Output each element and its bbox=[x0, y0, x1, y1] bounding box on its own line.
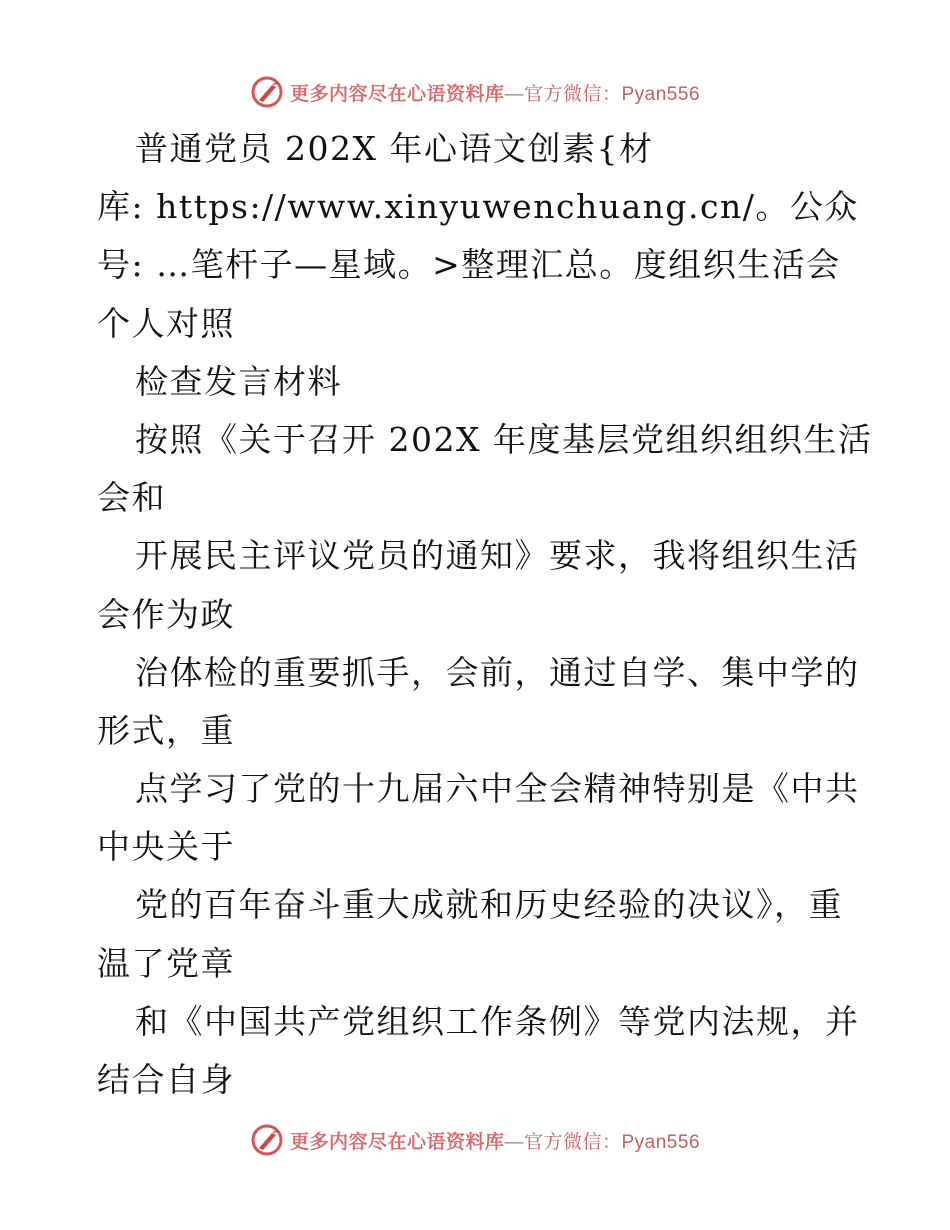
text-line: 号: …笔杆子—星域。>整理汇总。度组织生活会 bbox=[97, 245, 841, 285]
text-line: 点学习了党的十九届六中全会精神特别是《中共 bbox=[135, 769, 860, 809]
quill-logo-icon bbox=[250, 75, 284, 109]
text-line: 和《中国共产党组织工作条例》等党内法规，并 bbox=[135, 1001, 860, 1041]
text-line: 普通党员 202X 年心语文创素{材 bbox=[135, 129, 654, 168]
text-line: 开展民主评议党员的通知》要求，我将组织生活 bbox=[135, 536, 860, 576]
text-line: 结合自身 bbox=[97, 1060, 235, 1099]
text-line: 检查发言材料 bbox=[135, 361, 342, 401]
banner-dash: — bbox=[504, 83, 524, 105]
text-line: 中央关于 bbox=[97, 827, 235, 867]
footer-banner bbox=[0, 1120, 950, 1160]
banner-wechat-id: Pyan556 bbox=[621, 1131, 701, 1153]
text-line: 会和 bbox=[97, 478, 166, 518]
text-line: 形式，重 bbox=[97, 710, 235, 750]
text-line: 个人对照 bbox=[97, 303, 235, 343]
banner-wechat-label: 官方微信： bbox=[523, 83, 622, 105]
banner-main-text: 更多内容尽在心语资料库 bbox=[289, 1131, 505, 1153]
text-line: 治体检的重要抓手，会前，通过自学、集中学的 bbox=[135, 652, 860, 692]
banner-main-text: 更多内容尽在心语资料库 bbox=[289, 83, 505, 105]
text-line: 按照《关于召开 202X 年度基层党组织组织生活 bbox=[135, 419, 873, 459]
text-line: 温了党章 bbox=[97, 943, 235, 983]
text-line: 库: https://www.xinyuwenchuang.cn/。公众 bbox=[97, 187, 859, 227]
text-line: 会作为政 bbox=[97, 594, 235, 634]
banner-dash: — bbox=[504, 1131, 524, 1153]
text-line: 党的百年奋斗重大成就和历史经验的决议》，重 bbox=[135, 885, 843, 925]
banner-wechat-label: 官方微信： bbox=[523, 1131, 622, 1153]
quill-logo-icon bbox=[250, 1123, 284, 1157]
document-body bbox=[97, 120, 873, 1109]
header-banner bbox=[0, 72, 950, 112]
banner-wechat-id: Pyan556 bbox=[621, 83, 701, 105]
